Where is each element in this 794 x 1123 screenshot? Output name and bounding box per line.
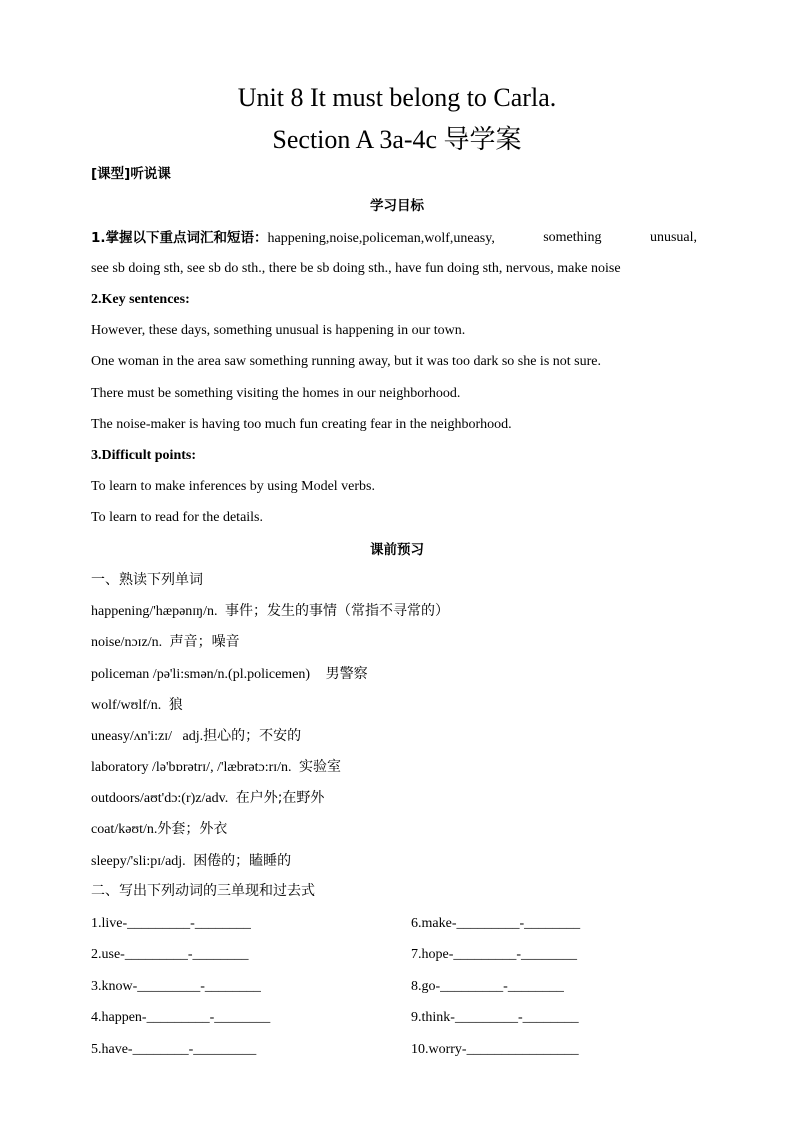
key-sentence-2: One woman in the area saw something running away, but it was too dark so she is not sure.	[91, 354, 601, 369]
vocab-word: uneasy/ʌn'i:zɪ/ adj.	[91, 729, 204, 744]
vocab-item	[91, 788, 324, 809]
objectives-heading: 学习目标	[370, 198, 424, 214]
key-sentences-label: 2.Key sentences:	[91, 292, 190, 307]
exercise-item[interactable]: 4.happen-_________-________	[91, 1010, 271, 1025]
key-sentence-4: The noise-maker is having too much fun creating fear in the neighborhood.	[91, 417, 512, 432]
preview-heading: 课前预习	[370, 542, 424, 558]
vocab-item	[91, 757, 341, 778]
vocab-word: sleepy/'sli:pɪ/adj.	[91, 854, 186, 869]
exercise-item[interactable]: 3.know-_________-________	[91, 979, 261, 994]
exercise-item[interactable]: 8.go-_________-________	[411, 979, 564, 994]
vocab-meaning: 担心的；不安的	[203, 728, 302, 744]
objective-1-label: 1.掌握以下重点词汇和短语：	[91, 230, 268, 246]
objective-1-phrases: see sb doing sth, see sb do sth., there be sb doing sth., have fun doing sth, nervous, make noise	[91, 261, 621, 276]
objective-1-words-a: happening,noise,policeman,wolf,uneasy,	[267, 231, 495, 246]
exercise-item[interactable]: 1.live-_________-________	[91, 916, 251, 931]
vocab-word: outdoors/aʊt'dɔ:(r)z/adv.	[91, 791, 229, 806]
vocab-item	[91, 601, 449, 622]
vocab-word: coat/kəʊt/n.	[91, 822, 158, 837]
part1-title: 一、熟读下列单词	[91, 572, 203, 588]
vocab-item	[91, 726, 301, 747]
vocab-word: wolf/wʊlf/n.	[91, 698, 162, 713]
key-sentence-3: There must be something visiting the homes in our neighborhood.	[91, 386, 461, 401]
difficult-point-2: To learn to read for the details.	[91, 510, 264, 525]
vocab-word: noise/nɔɪz/n.	[91, 635, 163, 650]
vocab-word: policeman /pə'li:smən/n.(pl.policemen)	[91, 667, 311, 682]
vocab-item	[91, 695, 183, 716]
vocab-meaning: 男警察	[325, 666, 368, 682]
exercise-item[interactable]: 9.think-_________-________	[411, 1010, 579, 1025]
vocab-meaning: 外套；外衣	[157, 821, 228, 837]
vocab-meaning: 在户外;在野外	[235, 790, 325, 806]
vocab-word: happening/'hæpənɪŋ/n.	[91, 604, 218, 619]
lesson-type: [课型]听说课	[91, 166, 171, 182]
exercise-item[interactable]: 5.have-________-_________	[91, 1042, 257, 1057]
vocab-item	[91, 819, 227, 840]
vocab-meaning: 事件；发生的事情（常指不寻常的）	[225, 603, 449, 619]
vocab-meaning: 狼	[168, 697, 183, 713]
vocab-item	[91, 664, 368, 685]
difficult-points-label: 3.Difficult points:	[91, 448, 196, 463]
vocab-meaning: 声音；噪音	[169, 634, 240, 650]
vocab-word: laboratory /lə'bɒrətrɪ/, /'læbrətɔ:rɪ/n.	[91, 760, 292, 775]
vocab-meaning: 实验室	[299, 759, 342, 775]
exercise-item[interactable]: 7.hope-_________-________	[411, 947, 578, 962]
objective-1	[91, 228, 697, 249]
exercise-item[interactable]: 10.worry-________________	[411, 1042, 579, 1057]
vocab-item	[91, 851, 291, 872]
vocab-meaning: 困倦的；瞌睡的	[193, 853, 292, 869]
key-sentence-1: However, these days, something unusual is happening in our town.	[91, 323, 466, 338]
document-title: Unit 8 It must belong to Carla.	[237, 83, 557, 112]
exercise-item[interactable]: 2.use-_________-________	[91, 947, 249, 962]
objective-1-words-b: something	[543, 230, 602, 245]
exercise-item[interactable]: 6.make-_________-________	[411, 916, 581, 931]
difficult-point-1: To learn to make inferences by using Model verbs.	[91, 479, 375, 494]
objective-1-words-c: unusual,	[649, 230, 697, 245]
document-subtitle: Section A 3a-4c 导学案	[272, 125, 522, 154]
part2-title: 二、写出下列动词的三单现和过去式	[91, 883, 315, 899]
vocab-item	[91, 632, 240, 653]
